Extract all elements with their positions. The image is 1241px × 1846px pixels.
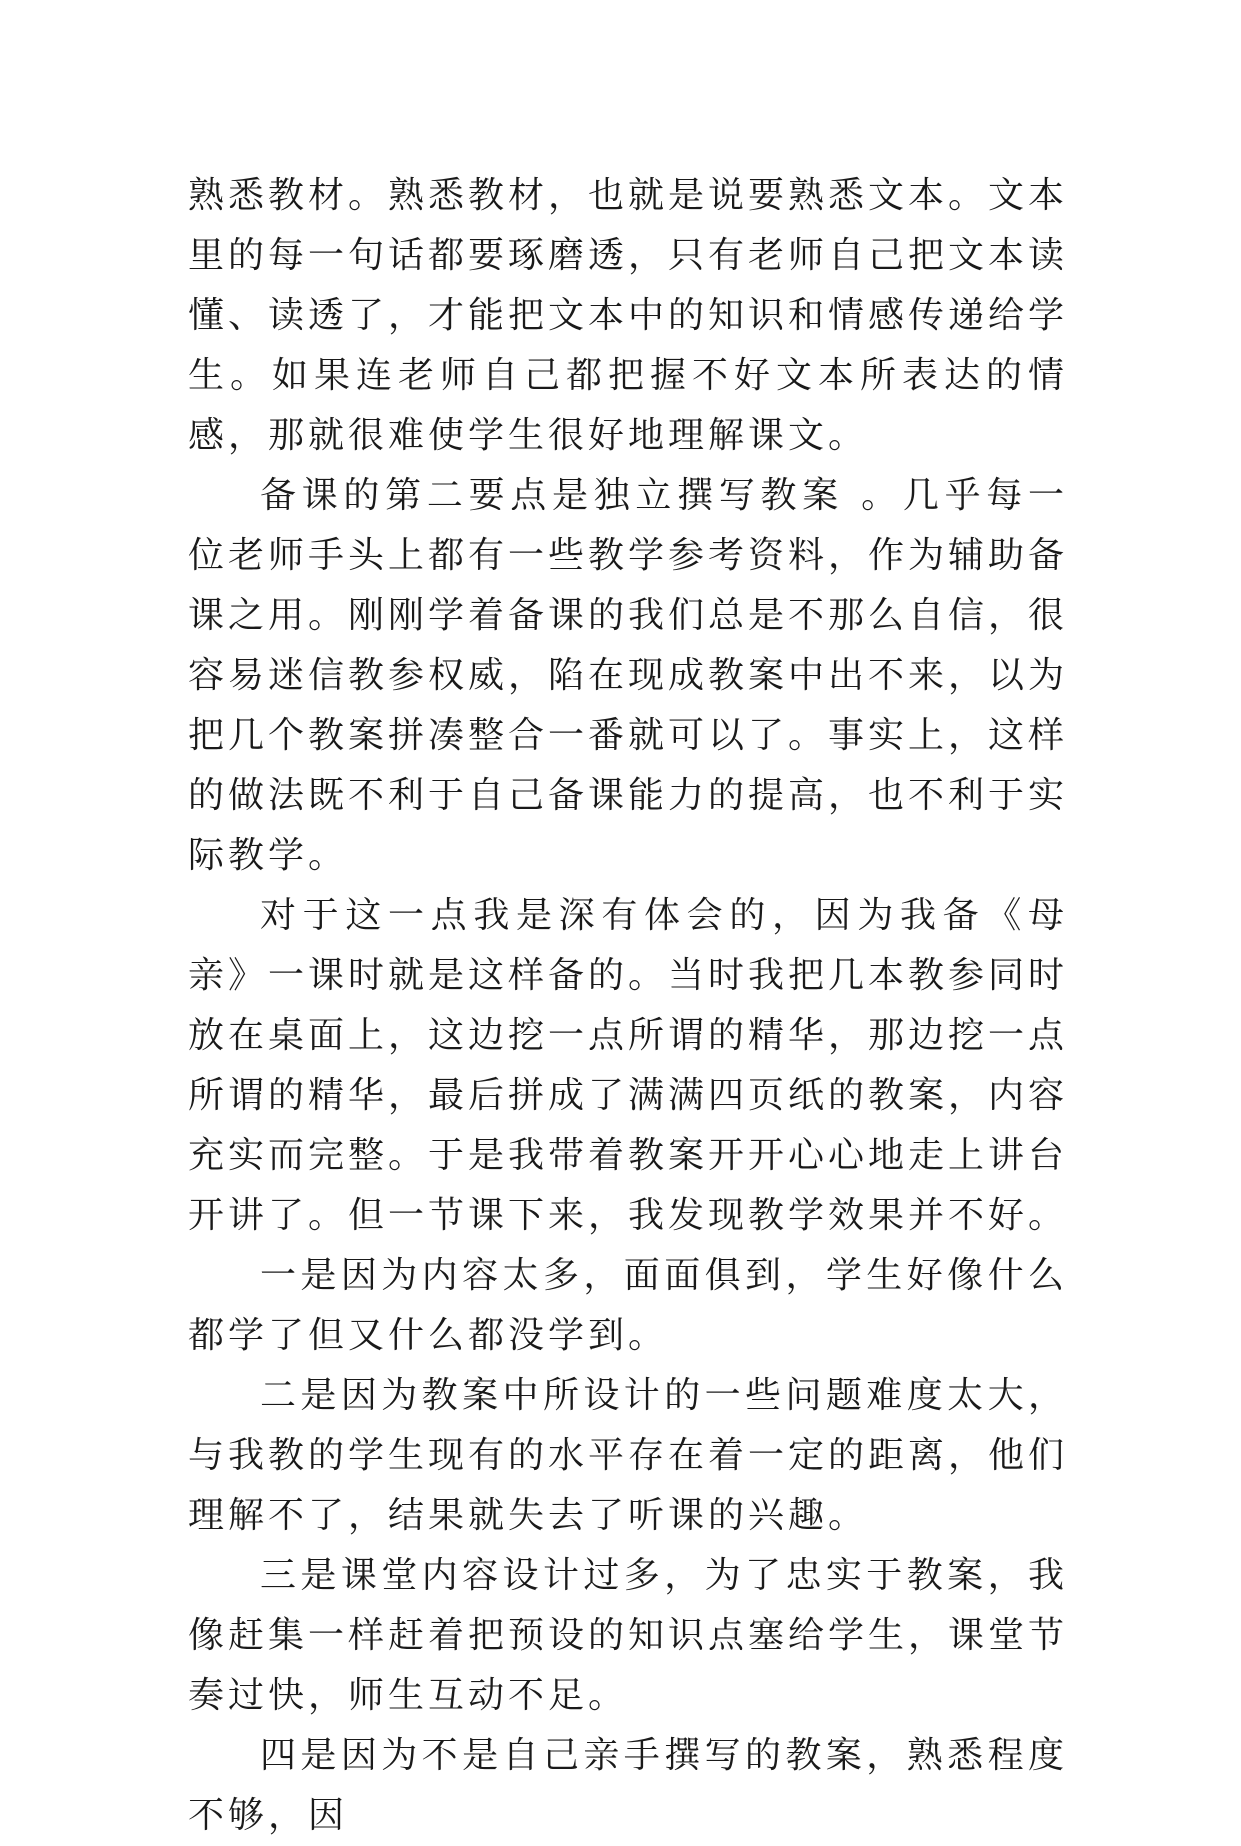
paragraph-6: 三是课堂内容设计过多，为了忠实于教案，我像赶集一样赶着把预设的知识点塞给学生，课堂节奏过快，师生互动不足。	[188, 1555, 1069, 1716]
paragraph-5: 二是因为教案中所设计的一些问题难度太大，与我教的学生现有的水平存在着一定的距离，他们理解不了，结果就失去了听课的兴趣。	[188, 1375, 1069, 1536]
paragraph-3: 对于这一点我是深有体会的，因为我备《母亲》一课时就是这样备的。当时我把几本教参同时放在桌面上，这边挖一点所谓的精华，那边挖一点所谓的精华，最后拼成了满满四页纸的教案，内容充实而完整。于是我带着教案开开心心地走上讲台开讲了。但一节课下来，我发现教学效果并不好。	[188, 895, 1069, 1236]
paragraph-1: 熟悉教材。熟悉教材，也就是说要熟悉文本。文本里的每一句话都要琢磨透，只有老师自己把文本读懂、读透了，才能把文本中的知识和情感传递给学生。如果连老师自己都把握不好文本所表达的情感，那就很难使学生很好地理解课文。	[188, 175, 1069, 456]
paragraph-4: 一是因为内容太多，面面俱到，学生好像什么都学了但又什么都没学到。	[188, 1255, 1068, 1356]
paragraph-2: 备课的第二要点是独立撰写教案 。几乎每一位老师手头上都有一些教学参考资料，作为辅助备课之用。刚刚学着备课的我们总是不那么自信，很容易迷信教参权威，陷在现成教案中出不来，以为把几个教案拼凑整合一番就可以了。事实上，这样的做法既不利于自己备课能力的提高，也不利于实际教学。	[188, 475, 1069, 876]
paragraph-7: 四是因为不是自己亲手撰写的教案，熟悉程度不够，因	[188, 1735, 1068, 1836]
document-body	[188, 166, 1068, 1846]
